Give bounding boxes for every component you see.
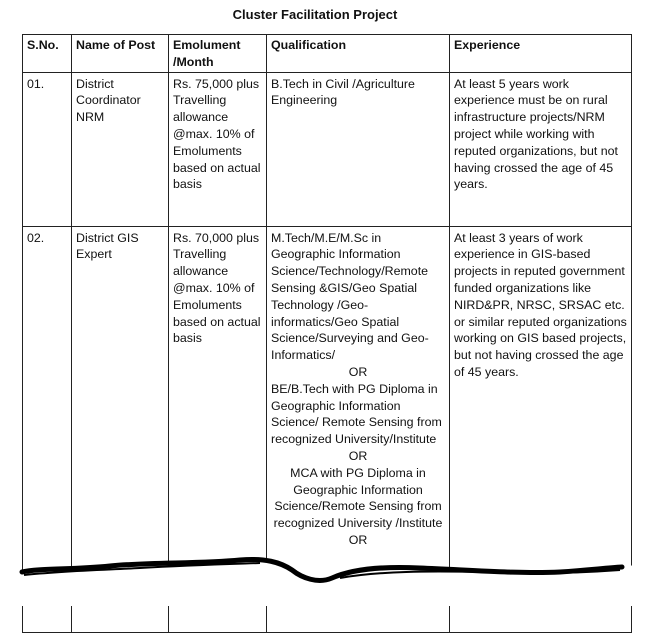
qualification-option-be: BE/B.Tech with PG Diploma in Geographic Information Science/ Remote Sensing from recognized University/Institute <box>271 381 442 447</box>
torn-edge <box>0 540 650 606</box>
row-experience: At least 3 years of work experience in GIS-based projects in reputed government funded organizations like NIRD&PR, NRSC, SRSAC etc. or similar reputed organizations working on GIS based projects, but not having crossed the age of 45 years. <box>450 226 632 632</box>
table-header-row <box>23 35 632 73</box>
header-post: Name of Post <box>72 35 169 73</box>
row-emolument: Rs. 75,000 plus Travelling allowance @max. 10% of Emoluments based on actual basis <box>169 72 267 226</box>
qualification-option-mca: MCA with PG Diploma in Geographic Information Science/Remote Sensing from recognized University /Institute <box>273 465 443 531</box>
header-emolument: Emolument /Month <box>169 35 267 73</box>
row-sno: 02. <box>23 226 72 632</box>
or-separator: OR <box>348 364 368 379</box>
header-experience: Experience <box>450 35 632 73</box>
row-post: District Coordinator NRM <box>72 72 169 226</box>
or-separator: OR <box>348 448 368 463</box>
or-separator: OR <box>348 532 368 547</box>
table-row <box>23 72 632 226</box>
row-emolument: Rs. 70,000 plus Travelling allowance @max. 10% of Emoluments based on actual basis <box>169 226 267 632</box>
row-sno: 01. <box>23 72 72 226</box>
header-qualification: Qualification <box>267 35 450 73</box>
row-qualification: B.Tech in Civil /Agriculture Engineering <box>267 72 450 226</box>
row-experience: At least 5 years work experience must be on rural infrastructure projects/NRM project while working with reputed organizations, but not having crossed the age of 45 years. <box>450 72 632 226</box>
qualification-option-mtech: M.Tech/M.E/M.Sc in Geographic Information Science/Technology/Remote Sensing &GIS/Geo Spatial Technology /Geo-informatics/Geo Spatial Science/Surveying and Geo-Informatics/ <box>271 230 429 363</box>
header-sno: S.No. <box>23 35 72 73</box>
document-title: Cluster Facilitation Project <box>232 7 398 22</box>
row-post: District GIS Expert <box>72 226 169 632</box>
